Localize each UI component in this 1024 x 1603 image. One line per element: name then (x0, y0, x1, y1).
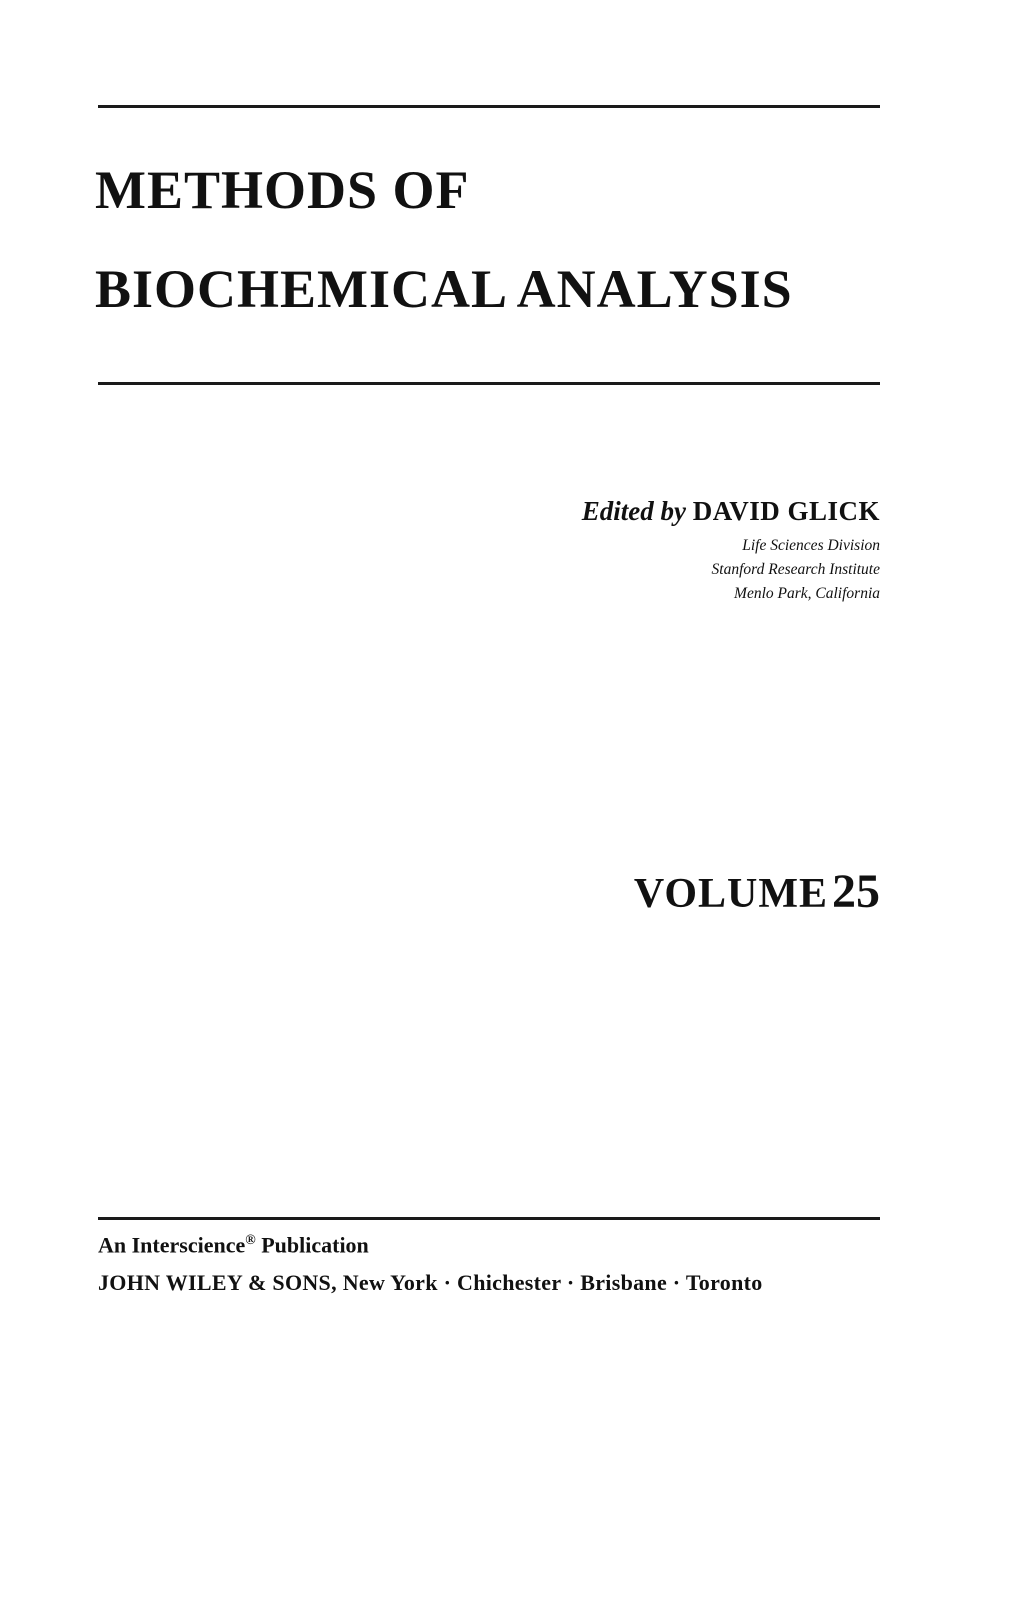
middle-rule (98, 382, 880, 385)
affiliation-institute: Stanford Research Institute (711, 561, 880, 578)
imprint-line (98, 1234, 369, 1256)
editor-block (582, 498, 880, 606)
affiliation-division: Life Sciences Division (742, 537, 880, 554)
edited-by-label: Edited by (581, 496, 686, 526)
volume-label: VOLUME (633, 871, 828, 917)
editor-credit (582, 498, 880, 525)
top-rule (98, 105, 880, 108)
imprint-suffix: Publication (261, 1232, 369, 1258)
editor-affiliation (582, 534, 880, 606)
editor-name: DAVID GLICK (692, 496, 880, 526)
title-line-2: BIOCHEMICAL ANALYSIS (95, 259, 793, 319)
bottom-rule (98, 1217, 880, 1220)
imprint-prefix: An Interscience (98, 1232, 246, 1258)
volume-heading (633, 865, 880, 918)
affiliation-location: Menlo Park, California (734, 585, 880, 602)
publisher-line: JOHN WILEY & SONS, New York · Chichester · Brisbane · Toronto (98, 1270, 763, 1295)
registered-mark: ® (245, 1233, 256, 1248)
volume-number: 25 (832, 865, 880, 918)
title-line-1: METHODS OF (95, 160, 470, 220)
